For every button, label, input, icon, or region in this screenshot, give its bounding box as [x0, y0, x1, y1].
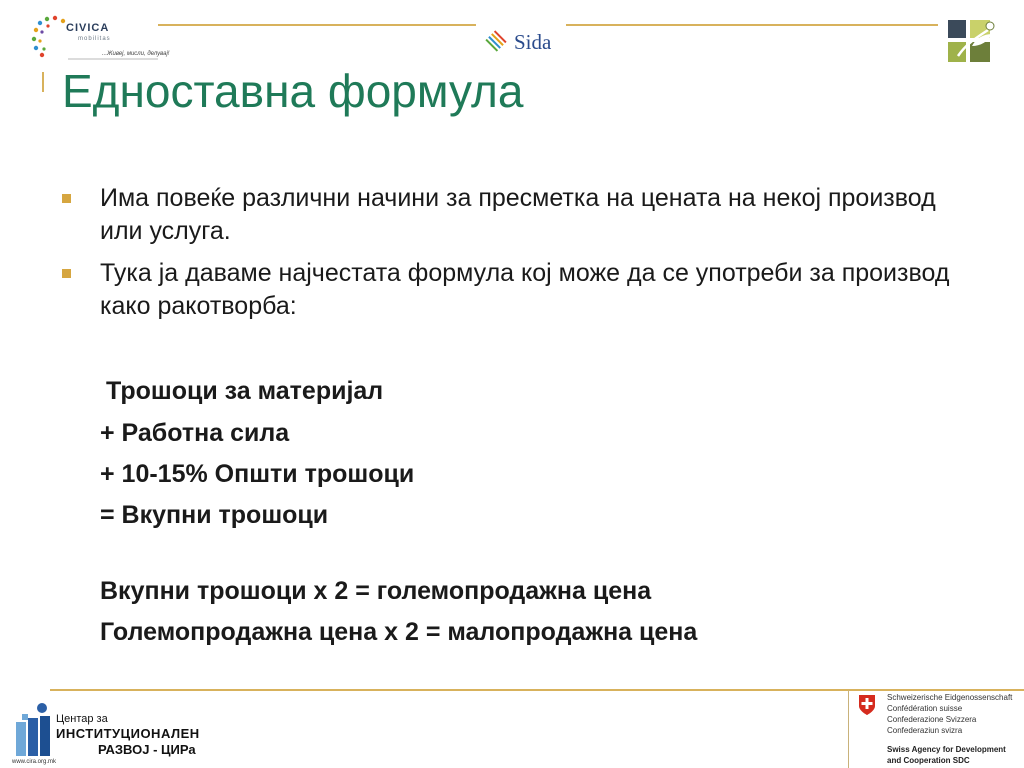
- square-bullet-icon: [62, 194, 71, 203]
- top-rule-right: [566, 24, 938, 26]
- sida-name: Sida: [514, 30, 552, 54]
- bullet-list: [62, 182, 962, 332]
- formula-line: + Работна сила: [100, 419, 290, 447]
- swiss-name: Schweizerische Eidgenossenschaft: [887, 693, 1013, 702]
- leaf-logo-icon: [946, 16, 996, 70]
- sdc-line: Swiss Agency for Development: [887, 745, 1006, 754]
- pricing-line: Вкупни трошоци x 2 = големопродажна цена: [100, 577, 652, 605]
- cir-name-line3: РАЗВОЈ - ЦИРа: [98, 742, 196, 757]
- swiss-name: Confederaziun svizra: [887, 726, 963, 735]
- top-rule-left: [158, 24, 476, 26]
- cir-name-line2: ИНСТИТУЦИОНАЛЕН: [56, 726, 200, 741]
- pricing-line: Големопродажна цена x 2 = малопродажна цена: [100, 618, 698, 646]
- formula-line: = Вкупни трошоци: [100, 501, 329, 529]
- square-bullet-icon: [62, 269, 71, 278]
- formula-line: Трошоци за материјал: [106, 377, 384, 405]
- cir-name-line1: Центар за: [56, 713, 108, 725]
- footer-divider: [848, 690, 849, 768]
- bullet-text: Има повеќе различни начини за пресметка на цената на некој производ или услуга.: [100, 184, 936, 245]
- bullet-item: [62, 257, 962, 323]
- bottom-rule: [50, 689, 1024, 691]
- bullet-item: [62, 182, 962, 248]
- slide-title: Едноставна формула: [62, 65, 524, 117]
- bullet-text: Тука ја даваме најчестата формула кој може да се употреби за производ како ракотворба:: [100, 259, 950, 320]
- swiss-name: Confederazione Svizzera: [887, 715, 977, 724]
- cir-url: www.cira.org.mk: [12, 759, 57, 765]
- formula-line: + 10-15% Општи трошоци: [100, 460, 415, 488]
- civica-subtitle: mobilitas: [78, 36, 111, 42]
- swiss-shield-icon: [858, 694, 876, 716]
- sdc-line: and Cooperation SDC: [887, 756, 970, 765]
- civica-name: CIVICA: [66, 22, 110, 34]
- swiss-name: Confédération suisse: [887, 704, 963, 713]
- left-tick-mark: [42, 72, 44, 92]
- civica-tagline: ...Живеј, мисли, делувај!: [102, 51, 170, 57]
- cir-logo-icon: [12, 700, 62, 762]
- civica-emblem-icon: [32, 16, 65, 57]
